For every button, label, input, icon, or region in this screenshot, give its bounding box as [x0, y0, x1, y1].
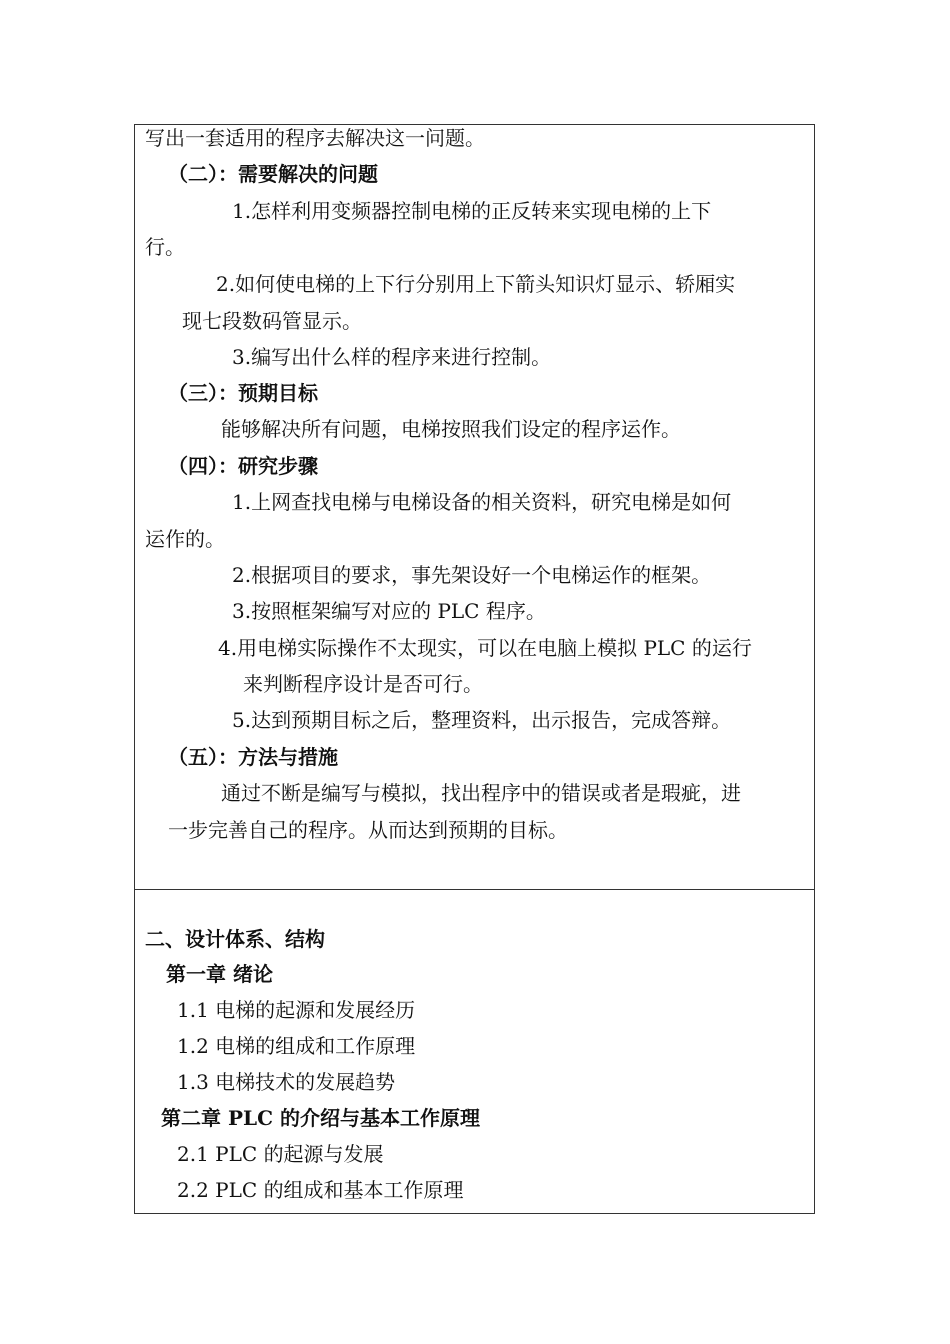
section-heading-problems: （二）：需要解决的问题	[168, 162, 378, 186]
problem-item-3: 3.编写出什么样的程序来进行控制。	[232, 345, 552, 369]
table-row-divider	[134, 889, 815, 890]
step-item-2: 2.根据项目的要求，事先架设好一个电梯运作的框架。	[232, 563, 712, 587]
step-item-5: 5.达到预期目标之后，整理资料，出示报告，完成答辩。	[232, 708, 732, 732]
chapter-1-item-3: 1.3 电梯技术的发展趋势	[177, 1070, 396, 1094]
problem-item-1-cont: 行。	[145, 235, 185, 259]
intro-text: 写出一套适用的程序去解决这一问题。	[145, 126, 485, 150]
step-item-3: 3.按照框架编写对应的 PLC 程序。	[232, 599, 546, 623]
chapter-2-item-1: 2.1 PLC 的起源与发展	[177, 1142, 384, 1166]
section-heading-goals: （三）：预期目标	[168, 381, 318, 405]
section-heading-steps: （四）：研究步骤	[168, 454, 318, 478]
problem-item-1: 1.怎样利用变频器控制电梯的正反转来实现电梯的上下	[232, 199, 712, 223]
methods-text-cont: 一步完善自己的程序。从而达到预期的目标。	[168, 818, 568, 842]
chapter-2-item-2: 2.2 PLC 的组成和基本工作原理	[177, 1178, 464, 1202]
step-item-4-cont: 来判断程序设计是否可行。	[243, 672, 483, 696]
design-heading: 二、设计体系、结构	[145, 927, 325, 951]
methods-text: 通过不断是编写与模拟，找出程序中的错误或者是瑕疵，进	[221, 781, 741, 805]
step-item-4: 4.用电梯实际操作不太现实，可以在电脑上模拟 PLC 的运行	[218, 636, 752, 660]
chapter-1-title: 第一章 绪论	[166, 962, 273, 986]
section-heading-methods: （五）：方法与措施	[168, 745, 338, 769]
chapter-1-item-2: 1.2 电梯的组成和工作原理	[177, 1034, 416, 1058]
problem-item-2: 2.如何使电梯的上下行分别用上下箭头知识灯显示、轿厢实	[216, 272, 736, 296]
problem-item-2-cont: 现七段数码管显示。	[182, 309, 362, 333]
step-item-1: 1.上网查找电梯与电梯设备的相关资料，研究电梯是如何	[232, 490, 732, 514]
chapter-2-title: 第二章 PLC 的介绍与基本工作原理	[161, 1106, 480, 1130]
step-item-1-cont: 运作的。	[145, 527, 225, 551]
chapter-1-item-1: 1.1 电梯的起源和发展经历	[177, 998, 416, 1022]
goals-text: 能够解决所有问题，电梯按照我们设定的程序运作。	[221, 417, 681, 441]
